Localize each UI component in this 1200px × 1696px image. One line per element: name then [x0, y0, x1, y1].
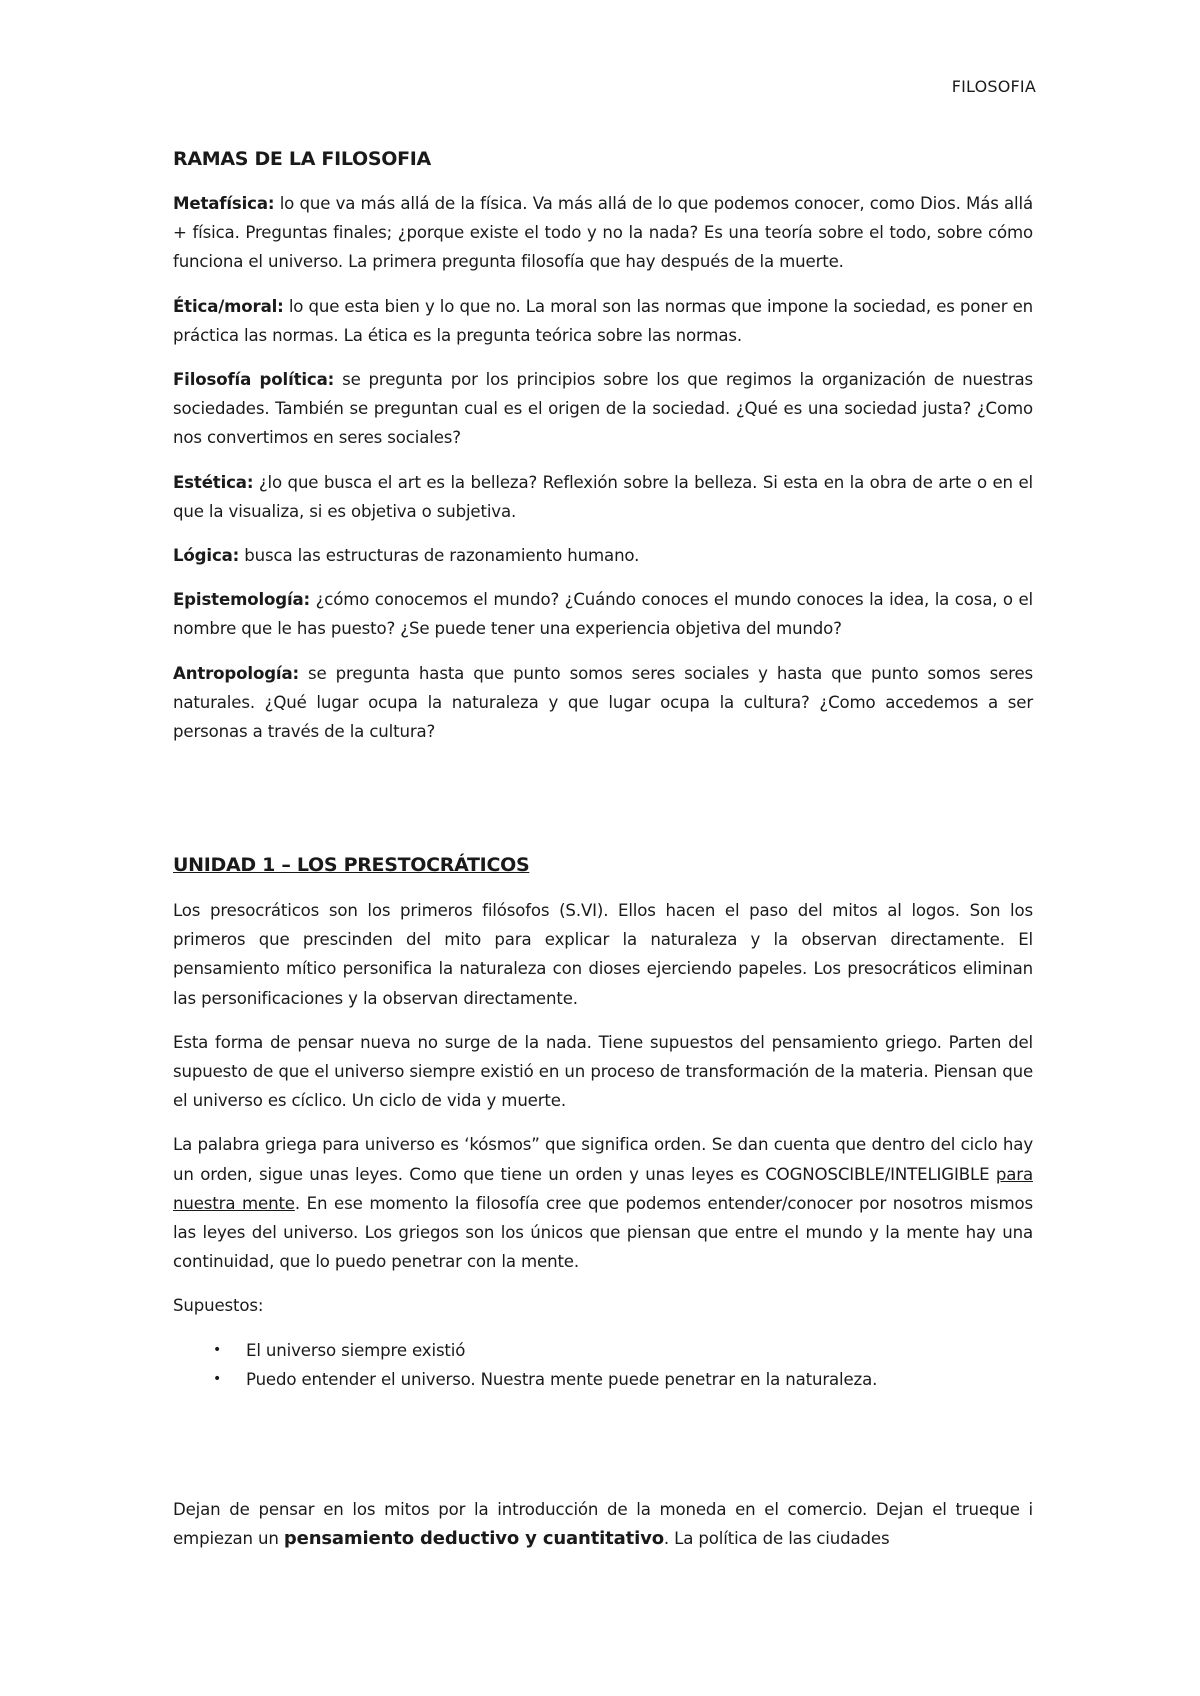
assumptions-list: [173, 1336, 1033, 1394]
branch-metafisica: [173, 189, 1033, 277]
unit1-paragraph-3: [173, 1130, 1033, 1276]
branch-etica: [173, 292, 1033, 350]
list-item-text: El universo siempre existió: [246, 1340, 466, 1360]
underlined-phrase: para nuestra mente: [173, 1164, 1033, 1213]
branch-text: ¿cómo conocemos el mundo? ¿Cuándo conoces el mundo conoces la idea, la cosa, o el nombre que le has puesto? ¿Se puede tener una experiencia objetiva del mundo?: [173, 590, 1033, 639]
branch-term: Estética:: [173, 472, 254, 492]
unit1-paragraph-1: Los presocráticos son los primeros filósofos (S.VI). Ellos hacen el paso del mitos al logos. Son los primeros que prescinden del mito para explicar la naturaleza y la observan directamente. El pensamiento mítico personifica la naturaleza con dioses ejerciendo papeles. Los presocráticos eliminan las personificaciones y la observan directamente.: [173, 901, 1033, 1008]
paragraph-text: . En ese momento la filosofía cree que podemos entender/conocer por nosotros mismos las leyes del universo. Los griegos son los únicos que piensan que entre el mundo y la mente hay una continuidad, que lo puedo penetrar con la mente.: [173, 1193, 1033, 1272]
branch-filosofia-politica: [173, 365, 1033, 453]
unit1-paragraph-2: Esta forma de pensar nueva no surge de la nada. Tiene supuestos del pensamiento griego. Parten del supuesto de que el universo siempre existió en un proceso de transformación de la materia. Piensan que el universo es cíclico. Un ciclo de vida y muerte.: [173, 1032, 1033, 1111]
branch-term: Filosofía política:: [173, 370, 335, 390]
unit1-body-continued: [173, 1495, 1033, 1568]
branch-epistemologia: [173, 585, 1033, 643]
branch-text: se pregunta por los principios sobre los que regimos la organización de nuestras sociedades. También se preguntan cual es el origen de la sociedad. ¿Qué es una sociedad justa? ¿Como nos convertimos en seres sociales?: [173, 370, 1033, 448]
branch-term: Epistemología:: [173, 590, 311, 610]
branch-text: lo que va más allá de la física. Va más allá de lo que podemos conocer, como Dios. Más allá + física. Preguntas finales; ¿porque existe el todo y no la nada? Es una teoría sobre el todo, sobre cómo funciona el universo. La primera pregunta filosofía que hay después de la muerte.: [173, 194, 1033, 272]
assumptions-label: Supuestos:: [173, 1296, 264, 1316]
paragraph-text: . La política de las ciudades: [663, 1529, 890, 1549]
section-title-unidad-1: UNIDAD 1 – LOS PRESTOCRÁTICOS: [173, 854, 530, 876]
bullet-icon: •: [213, 1341, 222, 1358]
running-header: FILOSOFIA: [951, 77, 1036, 96]
branches-list: [173, 189, 1033, 761]
unit1-paragraph-4: [173, 1495, 1033, 1553]
list-item-text: Puedo entender el universo. Nuestra mente puede penetrar en la naturaleza.: [246, 1369, 878, 1389]
branch-antropologia: [173, 659, 1033, 747]
branch-term: Ética/moral:: [173, 296, 284, 316]
branch-term: Metafísica:: [173, 194, 275, 213]
paragraph-text: La palabra griega para universo es ‘kósmos” que significa orden. Se dan cuenta que dentro del ciclo hay un orden, sigue unas leyes. Como que tiene un orden y unas leyes es COGNOSCIBLE/INTELIGIBLE: [173, 1135, 1033, 1184]
branch-text: lo que esta bien y lo que no. La moral son las normas que impone la sociedad, es poner en práctica las normas. La ética es la pregunta teórica sobre las normas.: [173, 296, 1033, 345]
branch-text: se pregunta hasta que punto somos seres sociales y hasta que punto somos seres naturales. ¿Qué lugar ocupa la naturaleza y que lugar ocupa la cultura? ¿Como accedemos a ser personas a través de la cultura?: [173, 663, 1033, 742]
bullet-icon: •: [213, 1370, 222, 1387]
list-item: [173, 1365, 1033, 1394]
emphasized-phrase: pensamiento deductivo y cuantitativo: [283, 1528, 664, 1550]
branch-term: Lógica:: [173, 546, 240, 566]
branch-text: ¿lo que busca el art es la belleza? Reflexión sobre la belleza. Si esta en la obra de arte o en el que la visualiza, si es objetiva o subjetiva.: [173, 472, 1033, 521]
unit1-body: [173, 896, 1033, 1409]
branch-logica: [173, 541, 1033, 570]
section-title-ramas: RAMAS DE LA FILOSOFIA: [173, 148, 431, 170]
branch-term: Antropología:: [173, 663, 299, 683]
branch-estetica: [173, 468, 1033, 526]
paragraph-text: Dejan de pensar en los mitos por la introducción de la moneda en el comercio. Dejan el trueque i empiezan un: [173, 1500, 1033, 1549]
branch-text: busca las estructuras de razonamiento humano.: [239, 546, 640, 566]
list-item: [173, 1336, 1033, 1365]
